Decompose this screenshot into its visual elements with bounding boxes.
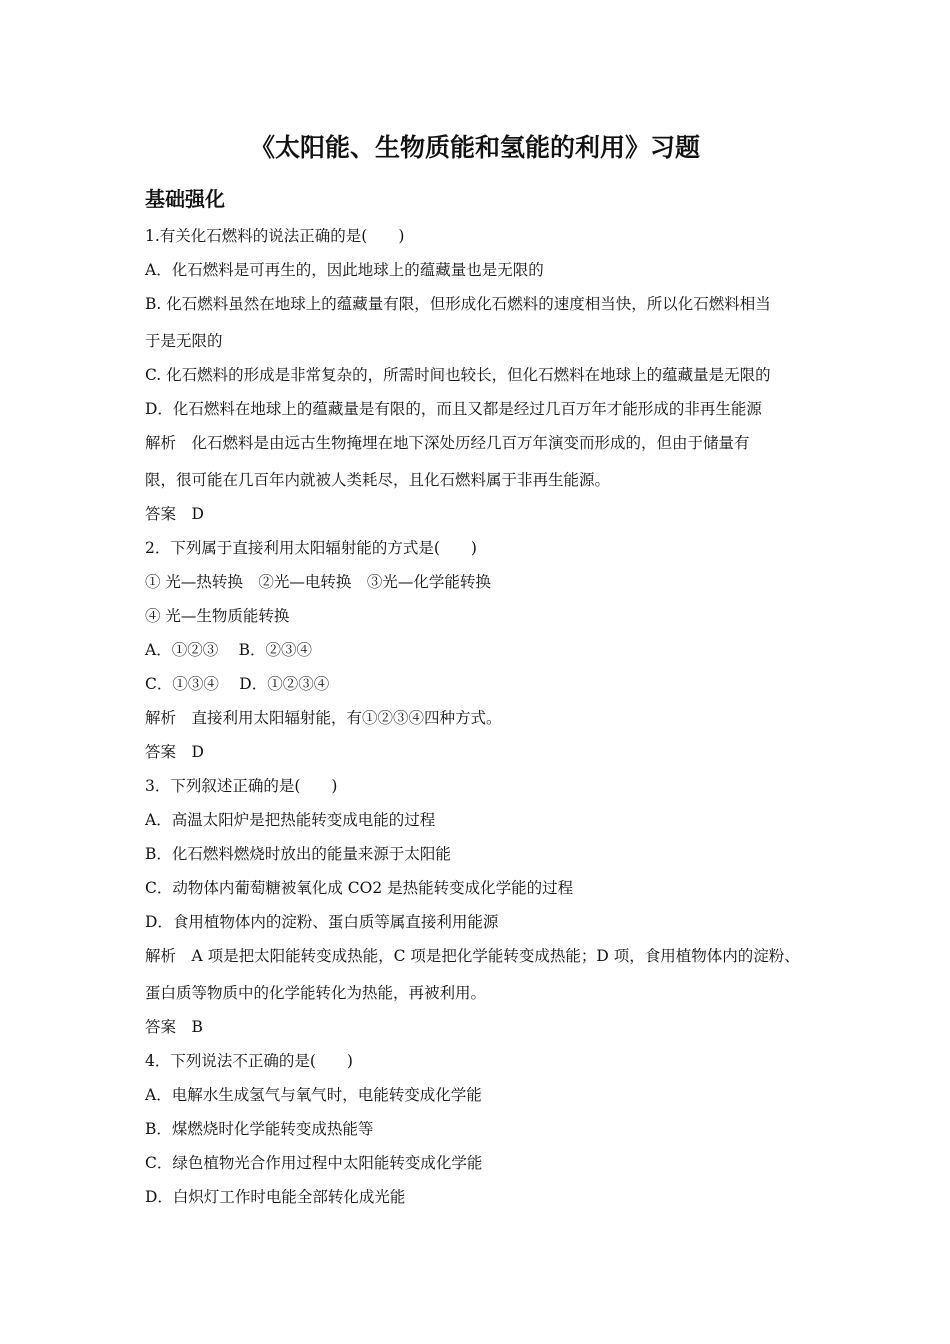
question-1-analysis-cont: 限，很可能在几百年内就被人类耗尽，且化石燃料属于非再生能源。 [145, 471, 611, 489]
question-4-stem: 4．下列说法不正确的是( ) [145, 1052, 353, 1070]
question-1-analysis: 解析 化石燃料是由远古生物掩埋在地下深处历经几百万年演变而形成的，但由于储量有 [145, 434, 750, 452]
question-4-option-b: B．煤燃烧时化学能转变成热能等 [145, 1120, 374, 1138]
question-2-items: ① 光—热转换 ②光—电转换 ③光—化学能转换 [145, 573, 491, 591]
question-3-analysis-cont: 蛋白质等物质中的化学能转化为热能，再被利用。 [145, 984, 487, 1002]
question-1-stem: 1.有关化石燃料的说法正确的是( ) [145, 227, 405, 245]
question-1-option-a: A．化石燃料是可再生的，因此地球上的蕴藏量也是无限的 [145, 261, 544, 279]
question-2-options-ab: A．①②③ B．②③④ [145, 641, 313, 659]
question-1-option-c: C. 化石燃料的形成是非常复杂的，所需时间也较长，但化石燃料在地球上的蕴藏量是无限的 [145, 366, 771, 384]
question-4-option-d: D．白炽灯工作时电能全部转化成光能 [145, 1188, 406, 1206]
question-3-option-c: C．动物体内葡萄糖被氧化成 CO2 是热能转变成化学能的过程 [145, 879, 574, 897]
question-1-option-b: B. 化石燃料虽然在地球上的蕴藏量有限，但形成化石燃料的速度相当快，所以化石燃料相当 [145, 295, 771, 313]
question-2-stem: 2．下列属于直接利用太阳辐射能的方式是( ) [145, 539, 477, 557]
question-4-option-c: C．绿色植物光合作用过程中太阳能转变成化学能 [145, 1154, 483, 1172]
question-3-option-a: A．高温太阳炉是把热能转变成电能的过程 [145, 811, 436, 829]
question-4-option-a: A．电解水生成氢气与氧气时，电能转变成化学能 [145, 1086, 482, 1104]
question-3-option-b: B．化石燃料燃烧时放出的能量来源于太阳能 [145, 845, 451, 863]
question-1-answer: 答案 D [145, 505, 204, 523]
question-1-option-b-cont: 于是无限的 [145, 332, 223, 350]
question-3-answer: 答案 B [145, 1018, 203, 1036]
question-2-items-cont: ④ 光—生物质能转换 [145, 607, 290, 625]
question-2-options-cd: C．①③④ D．①②③④ [145, 675, 330, 693]
question-2-answer: 答案 D [145, 743, 204, 761]
question-3-analysis: 解析 A 项是把太阳能转变成热能，C 项是把化学能转变成热能；D 项，食用植物体内的淀粉、 [145, 947, 800, 965]
question-3-stem: 3．下列叙述正确的是( ) [145, 777, 338, 795]
document-title: 《太阳能、生物质能和氢能的利用》习题 [249, 133, 700, 162]
question-1-option-d: D．化石燃料在地球上的蕴藏量是有限的，而且又都是经过几百万年才能形成的非再生能源 [145, 400, 762, 418]
section-heading: 基础强化 [145, 187, 225, 211]
question-3-option-d: D．食用植物体内的淀粉、蛋白质等属直接利用能源 [145, 913, 499, 931]
question-2-analysis: 解析 直接利用太阳辐射能，有①②③④四种方式。 [145, 709, 502, 727]
